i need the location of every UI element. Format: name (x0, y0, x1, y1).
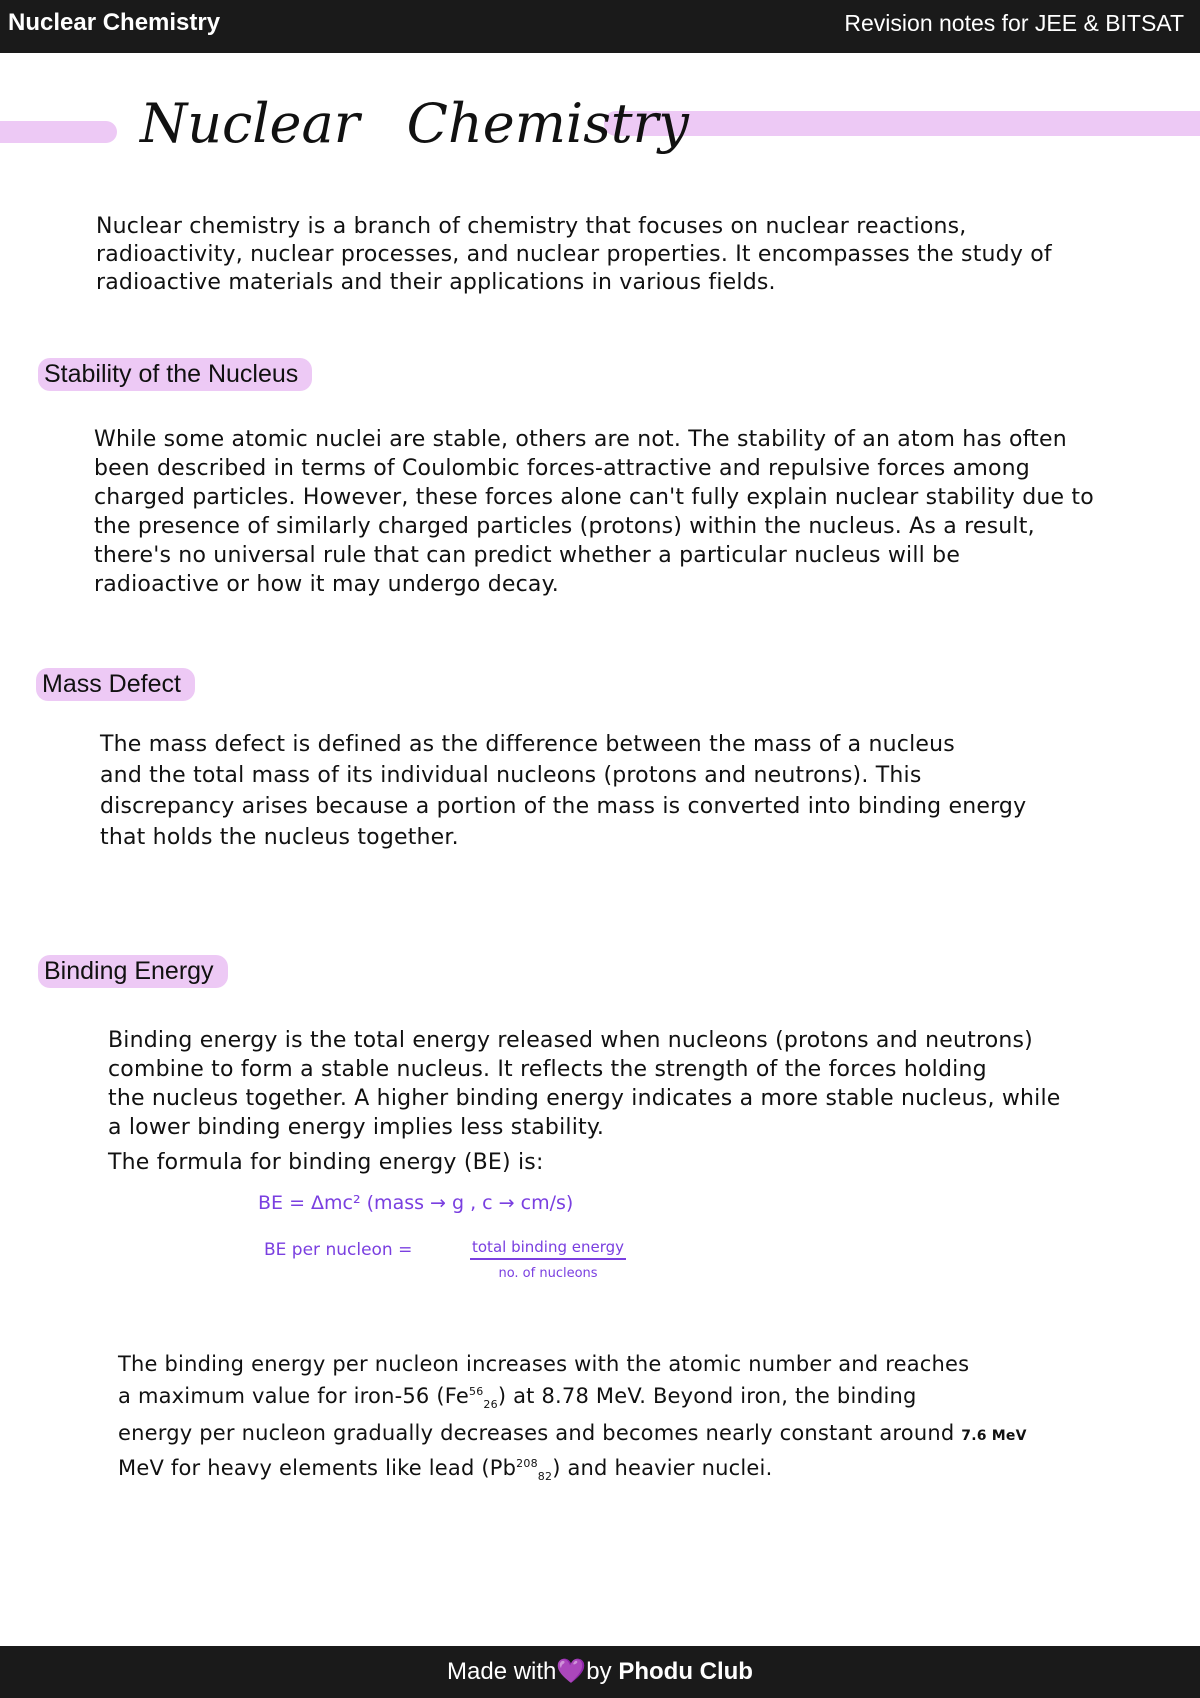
binding-energy-formula: BE = Δmc² (mass → g , c → cm/s) (258, 1192, 574, 1214)
paragraph-line: combine to form a stable nucleus. It reflects the strength of the forces holding (108, 1057, 987, 1082)
text-fragment: a maximum value for iron-56 (Fe (118, 1384, 469, 1408)
fraction-denominator: no. of nucleons (498, 1266, 598, 1281)
binding-energy-closing (118, 1350, 1027, 1491)
intro-paragraph (96, 213, 1052, 297)
text-fragment: ) at 8.78 MeV. Beyond iron, the binding (497, 1384, 917, 1408)
stability-paragraph (94, 425, 1094, 599)
section-heading-stability: Stability of the Nucleus (38, 358, 312, 391)
binding-energy-paragraph (108, 1026, 1061, 1177)
formula-intro: The formula for binding energy (BE) is: (108, 1150, 544, 1175)
paragraph-line: there's no universal rule that can predict whether a particular nucleus will be (94, 543, 961, 568)
be-per-nucleon-label: BE per nucleon = (264, 1240, 413, 1260)
footer-bar (0, 1646, 1200, 1698)
paragraph-line: that holds the nucleus together. (100, 825, 459, 850)
fraction-numerator: total binding energy (470, 1238, 626, 1260)
pb-atomic-number: 82 (537, 1470, 553, 1484)
paragraph-line: been described in terms of Coulombic forces-attractive and repulsive forces among (94, 456, 1030, 481)
top-header-bar (0, 0, 1200, 53)
title-highlight-right (604, 111, 1200, 136)
text-fragment: MeV for heavy elements like lead (Pb (118, 1456, 517, 1481)
paragraph-line: the nucleus together. A higher binding energy indicates a more stable nucleus, while (108, 1086, 1061, 1111)
paragraph-line: While some atomic nuclei are stable, others are not. The stability of an atom has often (94, 427, 1067, 452)
title-highlight-left (0, 121, 117, 143)
heart-icon: 💜 (556, 1658, 587, 1685)
footer-by: by (586, 1658, 612, 1685)
intro-line: radioactivity, nuclear processes, and nuclear properties. It encompasses the study of (96, 242, 1052, 267)
page-title: Nuclear Chemistry (140, 92, 689, 155)
intro-line: Nuclear chemistry is a branch of chemistry that focuses on nuclear reactions, (96, 214, 967, 239)
paragraph-line (118, 1450, 1027, 1491)
fe-mass-number: 56 (469, 1385, 484, 1398)
paragraph-line: The mass defect is defined as the difference between the mass of a nucleus (100, 732, 955, 757)
footer-brand: Phodu Club (618, 1658, 753, 1685)
paragraph-line (118, 1419, 1027, 1450)
paragraph-line: Binding energy is the total energy released when nucleons (protons and neutrons) (108, 1028, 1033, 1053)
header-subtitle: Revision notes for JEE & BITSAT (844, 10, 1184, 36)
be-per-nucleon-fraction (470, 1238, 626, 1281)
fe-atomic-number: 26 (483, 1398, 498, 1412)
section-heading-binding-energy: Binding Energy (38, 955, 228, 988)
text-fragment: energy per nucleon gradually decreases and becomes nearly constant around (118, 1421, 955, 1446)
paragraph-line: The binding energy per nucleon increases with the atomic number and reaches (118, 1352, 970, 1376)
paragraph-line: discrepancy arises because a portion of the mass is converted into binding energy (100, 794, 1027, 819)
header-title: Nuclear Chemistry (8, 9, 221, 36)
footer-made-with: Made with (447, 1658, 557, 1685)
section-heading-mass-defect: Mass Defect (36, 668, 195, 701)
pb-mass-number: 208 (516, 1457, 538, 1471)
paragraph-line: charged particles. However, these forces alone can't fully explain nuclear stability due to (94, 485, 1094, 510)
value-7-6-mev: 7.6 MeV (961, 1428, 1027, 1445)
paragraph-line: and the total mass of its individual nucleons (protons and neutrons). This (100, 763, 922, 788)
paragraph-line: radioactive or how it may undergo decay. (94, 572, 559, 597)
intro-line: radioactive materials and their applications in various fields. (96, 270, 776, 295)
paragraph-line (118, 1378, 1027, 1419)
text-fragment: ) and heavier nuclei. (552, 1456, 773, 1481)
paragraph-line: the presence of similarly charged particles (protons) within the nucleus. As a result, (94, 514, 1035, 539)
paragraph-line: a lower binding energy implies less stability. (108, 1115, 605, 1140)
mass-defect-paragraph (100, 729, 1026, 853)
